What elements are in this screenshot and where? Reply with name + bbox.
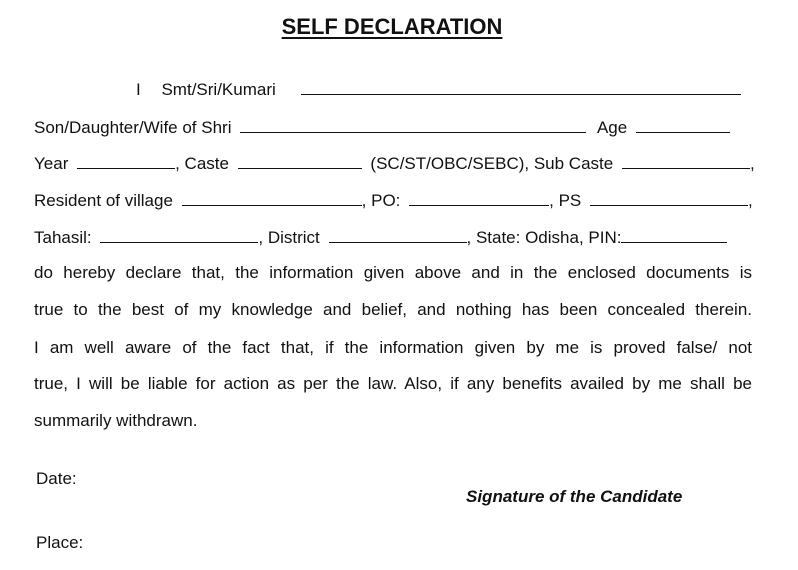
declaration-line: true to the best of my knowledge and belief, and nothing has been concealed therein.	[34, 300, 752, 319]
place-label: Place:	[36, 533, 84, 552]
residence-line	[34, 189, 752, 212]
address-line	[34, 226, 752, 249]
ps-label: , PS	[549, 191, 582, 210]
declaration-line: I am well aware of the fact that, if the information given by me is proved false/ not	[34, 338, 752, 357]
relation-line	[34, 116, 752, 139]
village-field[interactable]	[182, 189, 362, 206]
relation-label: Son/Daughter/Wife of Shri	[34, 118, 232, 137]
district-field[interactable]	[329, 226, 467, 243]
line3-comma: ,	[749, 154, 755, 173]
state-pin-label: , State: Odisha, PIN:	[466, 228, 622, 247]
age-label: Age	[596, 118, 628, 137]
ps-field[interactable]	[590, 189, 748, 206]
prefix-i: I	[136, 80, 141, 99]
year-field[interactable]	[77, 152, 175, 169]
tahasil-field[interactable]	[100, 226, 258, 243]
date-label: Date:	[36, 469, 77, 488]
tahasil-label: Tahasil:	[34, 228, 92, 247]
declaration-line: do hereby declare that, the information given above and in the enclosed documents is	[34, 263, 752, 282]
name-line	[34, 78, 752, 101]
name-label: Smt/Sri/Kumari	[161, 80, 276, 99]
declaration-line: summarily withdrawn.	[34, 411, 198, 430]
year-label: Year	[34, 154, 69, 173]
po-field[interactable]	[409, 189, 549, 206]
caste-options-label: (SC/ST/OBC/SEBC), Sub Caste	[370, 154, 614, 173]
po-label: , PO:	[361, 191, 401, 210]
district-label: , District	[258, 228, 320, 247]
sub-caste-field[interactable]	[622, 152, 750, 169]
page-title: SELF DECLARATION	[281, 14, 503, 39]
caste-field[interactable]	[238, 152, 362, 169]
caste-label: , Caste	[175, 154, 229, 173]
village-label: Resident of village	[34, 191, 173, 210]
relation-field[interactable]	[240, 116, 586, 133]
declaration-line: true, I will be liable for action as per the law. Also, if any benefits availed by me shall be	[34, 374, 752, 393]
signature-label: Signature of the Candidate	[466, 487, 683, 506]
pin-field[interactable]	[621, 226, 727, 243]
line4-comma: ,	[747, 191, 753, 210]
name-field[interactable]	[301, 78, 741, 95]
age-field[interactable]	[636, 116, 730, 133]
year-caste-line	[34, 152, 755, 175]
